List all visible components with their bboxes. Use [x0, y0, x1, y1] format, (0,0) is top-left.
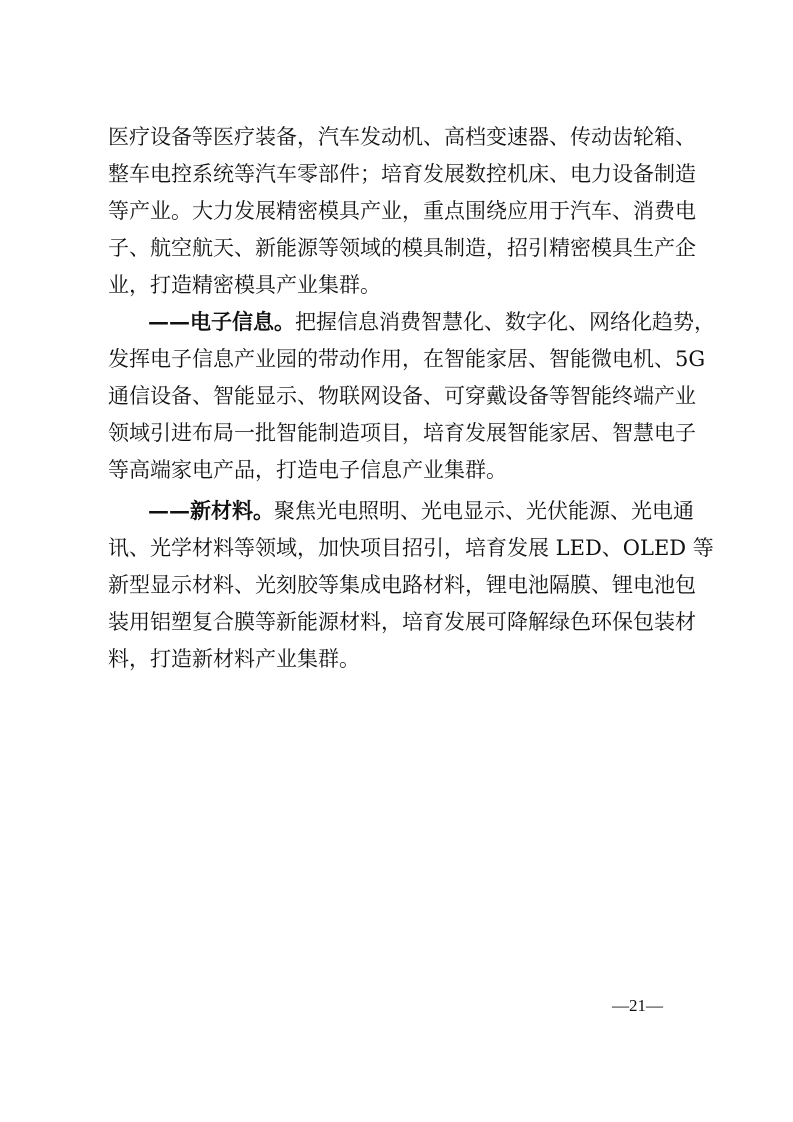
paragraph-2-line-4: 领域引进布局一批智能制造项目，培育发展智能家居、智慧电子	[108, 421, 696, 445]
paragraph-3-line-1-text: 聚焦光电照明、光电显示、光伏能源、光电通	[274, 499, 694, 523]
section-heading-electronics: ——电子信息。	[148, 309, 295, 334]
paragraph-1-line-5: 业，打造精密模具产业集群。	[108, 273, 381, 297]
paragraph-3-line-1	[148, 493, 693, 529]
paragraph-1-line-1: 医疗设备等医疗装备，汽车发动机、高档变速器、传动齿轮箱、	[108, 125, 696, 149]
paragraph-3-line-5: 料，打造新材料产业集群。	[108, 647, 360, 671]
paragraph-2-line-1-text: 把握信息消费智慧化、数字化、网络化趋势，	[295, 310, 715, 334]
paragraph-2-line-2: 发挥电子信息产业园的带动作用，在智能家居、智能微电机、5G	[108, 347, 706, 371]
section-heading-new-materials: ——新材料。	[148, 498, 274, 523]
paragraph-3-line-2: 讯、光学材料等领域，加快项目招引，培育发展 LED、OLED 等	[108, 536, 714, 560]
paragraph-1-line-2: 整车电控系统等汽车零部件；培育发展数控机床、电力设备制造	[108, 162, 696, 186]
paragraph-2-line-1	[148, 304, 715, 340]
paragraph-2-line-5: 等高端家电产品，打造电子信息产业集群。	[108, 458, 507, 482]
paragraph-3-line-3: 新型显示材料、光刻胶等集成电路材料，锂电池隔膜、锂电池包	[108, 573, 696, 597]
paragraph-1-line-4: 子、航空航天、新能源等领域的模具制造，招引精密模具生产企	[108, 236, 696, 260]
paragraph-2-line-3: 通信设备、智能显示、物联网设备、可穿戴设备等智能终端产业	[108, 384, 696, 408]
paragraph-1-line-3: 等产业。大力发展精密模具产业，重点围绕应用于汽车、消费电	[108, 199, 696, 223]
page-number: —21—	[612, 996, 663, 1015]
paragraph-3-line-4: 装用铝塑复合膜等新能源材料，培育发展可降解绿色环保包装材	[108, 610, 696, 634]
